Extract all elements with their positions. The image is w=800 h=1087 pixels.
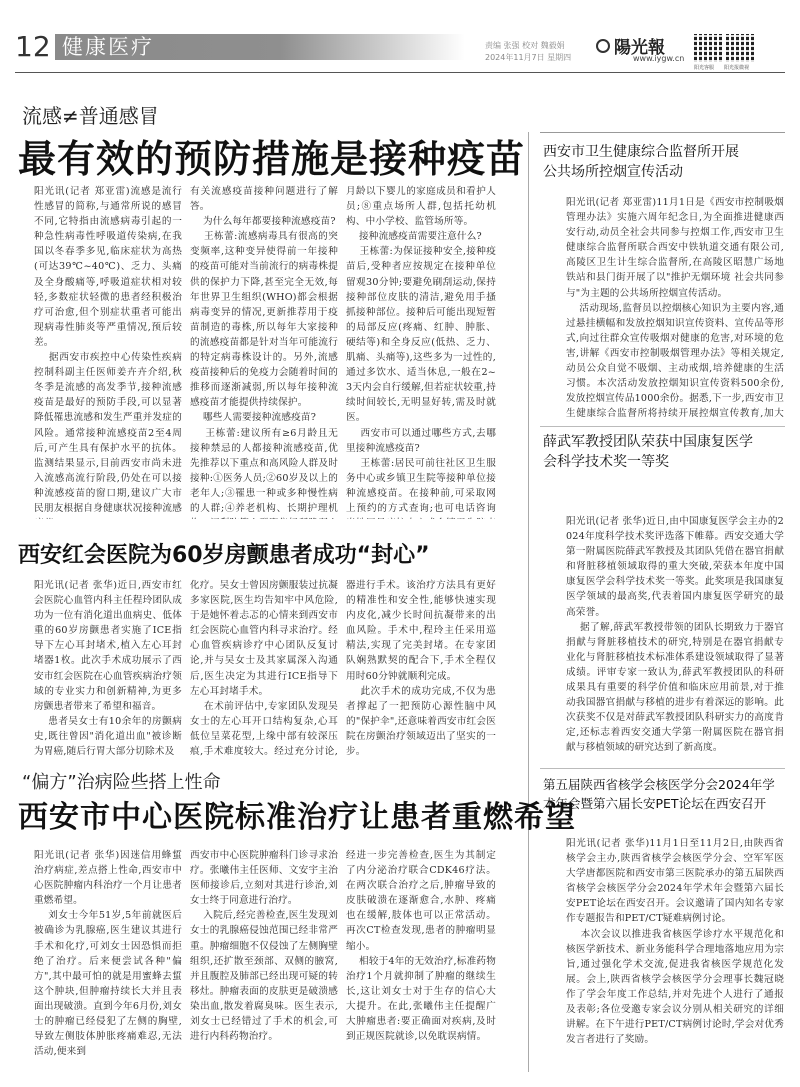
article2-col-1: 阳光讯(记者 张华)近日,西安市红会医院心血管内科主任程玲团队成功为一位有消化道出血病史、低体重的60岁房颤患者实施了ICE指导下左心耳封堵术,植入左心耳封堵器1枚。此次手术成功展示了西安市红会医院在心血管疾病治疗领域的专业实力和创新精神,为更多房颤患者带来了希望和福音。 患者吴女士有10余年的房颤病史,既往曾因"消化道出血"被诊断为胃癌,随后行胃大部分切除术及 bbox=[34, 580, 182, 756]
article3-col-2: 西安市中心医院肿瘤科门诊寻求治疗。张曦伟主任医师、文安宇主治医师接诊后,立刻对其进行诊治,刘女士终于同意进行治疗。 入院后,经完善检查,医生发现刘女士的乳腺癌侵蚀范围已经非常严重。肿瘤细胞不仅侵蚀了左侧胸壁组织,还扩散至颈部、双侧的腋窝,并且腹腔及肺部已经出现可疑的转移灶。肿瘤表面的皮肤更是破溃感染出血,散发着腐臭味。医生表示,刘女士已经错过了手术的机会,可进行内科药物治疗。 bbox=[190, 850, 338, 1043]
lead-kicker: 流感≠普通感冒 bbox=[22, 104, 159, 128]
qr-caption-2: 阳光报微视 bbox=[724, 65, 750, 71]
article3-col-1: 阳光讯(记者 张华)因迷信用蜂蜇治疗病症,差点搭上性命,西安市中心医院肿瘤内科治疗一个月让患者重燃希望。 刘女士今年51岁,5年前就医后被确诊为乳腺癌,医生建议其进行手术和化疗,可刘女士因恐惧而拒绝了治疗。后来便尝试各种"偏方",其中最可怕的就是用蜜蜂去蜇这个肿块,但肿瘤持续长大并且表面出现破溃。直到今年6月份,刘女士的肿瘤已经侵犯了左侧的胸壁,导致左侧肢体肿胀疼痛难忍,无法活动,便来到 bbox=[34, 850, 182, 1058]
article3-headline: 西安市中心医院标准治疗让患者重燃希望 bbox=[18, 800, 576, 835]
column-divider bbox=[528, 132, 529, 1072]
article2-headline: 西安红会医院为60岁房颤患者成功“封心” bbox=[18, 543, 430, 568]
qr-code-1 bbox=[694, 34, 722, 62]
sidebar1-body: 阳光讯(记者 郑亚雷)11月1日是《西安市控制吸烟管理办法》实施六周年纪念日,为全面推进健康西安行动,动员全社会共同参与控烟工作,西安市卫生健康综合监督所联合西安中铁轨道交通有限公司,高陵区卫生计生综合监督所,在高陵区昭慧广场地铁站和县门街开展了以"推护无烟环境 社会共同参与"为主题的公共场所控烟宣传活动。 活动现场,监督员以控烟核心知识为主要内容,通过悬挂横幅和发放控烟知识宣传资料、宣传品等形式,向过往群众宣传吸烟对健康的危害,对环境的危害,讲解《西安市控制吸烟管理办法》等相关规定,动员公众自觉不吸烟、主动戒烟,培养健康的生活习惯。本次活动发放控烟知识宣传资料500余份,发放控烟宣传品1000余份。据悉,下一步,西安市卫生健康综合监督所将持续开展控烟宣传教育,加大 bbox=[566, 197, 784, 418]
sidebar1-headline: 西安市卫生健康综合监督所开展公共场所控烟宣传活动 bbox=[543, 144, 739, 180]
site-url[interactable]: www.iygw.cn bbox=[633, 54, 685, 63]
sidebar3-headline: 第五届陕西省核学会核医学分会2024年学术年会暨第六届长安PET论坛在西安召开 bbox=[543, 777, 775, 811]
section-title: 健康医疗 bbox=[62, 35, 154, 59]
logo-text: 陽光報 bbox=[614, 38, 665, 58]
sidebar-rule-2 bbox=[540, 426, 785, 427]
qr-caption-1: 阳光客服 bbox=[694, 65, 715, 71]
article3-kicker: “偏方”治病险些搭上性命 bbox=[22, 772, 221, 793]
date-line: 2024年11月7日 星期四 bbox=[485, 53, 572, 62]
lead-col-2: 有关流感疫苗接种问题进行了解答。 为什么每年都要接种流感疫苗? 王栋蕾:流感病毒具有很高的突变频率,这种变异使得前一年接种的疫苗可能对当前流行的病毒株提供的保护力下降,甚至完全无效,每年世界卫生组织(WHO)都会根据病毒变异的情况,更新推荐用于疫苗制造的毒株,所以每年大家接种的流感疫苗都是针对当年可能流行的特定病毒株设计的。另外,流感疫苗接种后的免疫力会随着时间的推移而逐渐减弱,所以每年接种流感疫苗才能提供持续保护。 哪些人需要接种流感疫苗? 王栋蕾:建议所有≥6月龄且无接种禁忌的人都接种流感疫苗,优先推荐以下重点和高风险人群及时接种:①医务人员;②60岁及以上的老年人;③罹患一种或多种慢性病的人群;④养老机构、长期护理机 bbox=[190, 186, 338, 514]
sidebar3-body: 阳光讯(记者 张华)11月1日至11月2日,由陕西省核学会主办,陕西省核学会核医学分会、空军军医大学唐都医院和西安市第三医院承办的第五届陕西省核学会核医学分会2024年学术年会暨第六届长安PET论坛在西安召开。会议邀请了国内知名专家作专题报告和PET/CT疑难病例讨论。 本次会议以推进我省核医学诊疗水平规范化和核医学新技术、新业务能科学合理地落地应用为宗旨,通过强化学术交流,促进我省核医学规范化发展。会上,陕西省核学会核医学分会理事长魏冠晓作了学会年度工作总结,并对先进个人进行了通报及表彰;各位受邀专家会议分别从相关研究的详细讲解。在下午进行PET/CT病例讨论时,学会对优秀发言者进行了奖励。 bbox=[566, 838, 784, 1046]
article3-col-3: 经进一步完善检查,医生为其制定了内分泌治疗联合CDK46疗法。在两次联合治疗之后,肿瘤导致的皮肤破溃在逐渐愈合,水肿、疼痛也在缓解,肢体也可以正常活动。再次CT检查发现,患者的肿瘤明显缩小。 相较于4年的无效治疗,标准药物治疗1个月就抑制了肿瘤的继续生长,这让刘女士对于生存的信心大大提升。在此,张曦伟主任提醒广大肿瘤患者:要正确面对疾病,及时到正规医院就诊,以免耽误病情。 bbox=[346, 850, 496, 1043]
lead-col-3: 月龄以下婴儿的家庭成员和看护人员;⑧重点场所人群,包括托幼机构、中小学校、监管场所等。 接种流感疫苗需要注意什么? 王栋蕾:为保证接种安全,接种疫苗后,受种者应按规定在接种单位留观30分钟;要避免刷刮运动,保持接种部位皮肤的清洁,避免用手搔抓接种部位。接种后可能出现短暂的局部反应(疼痛、红肿、肿胀、硬结等)和全身反应(低热、乏力、肌痛、头痛等),这些多为一过性的,通过多饮水、适当休息,一般在2~3天内会自行缓解,但若症状较重,持续时间较长,无明显好转,需及时就医。 西安市可以通过哪些方式,去哪里接种流感疫苗? 王栋蕾:居民可前往社区卫生服务中心或乡镇卫生院等接种单位接种流感疫苗。在接种前,可采取网上预约的方式查询;也可电话咨询 bbox=[346, 186, 496, 514]
page-number: 12 bbox=[15, 30, 51, 63]
sidebar2-headline: 薛武军教授团队荣获中国康复医学会科学技术奖一等奖 bbox=[543, 434, 753, 470]
sidebar2-body: 阳光讯(记者 张华)近日,由中国康复医学会主办的2024年度科学技术奖评选落下帷幕。西安交通大学第一附属医院薛武军教授及其团队凭借在器官捐献和肾脏移植领域取得的重大突破,荣获本年度中国康复医学会科学技术奖一等奖。此奖项是我国康复医学领域的最高奖,代表着国内康复医学研究的最高荣誉。 据了解,薛武军教授带领的团队长期致力于器官捐献与肾脏移植技术的研究,特别是在器官捐献专业化与肾脏移植技术标准体系建设领域取得了显著成绩。评审专家一致认为,薛武军教授团队的科研成果具有重要的科学价值和临床应用前景,对于推动我国器官捐献与移植的进步有着深远的影响。此次获奖不仅是对薛武军教授团队科研实力的高度肯定,还标志着西安交通大学第一附属医院在器官捐献与移植领域的研究达到了新高度。 bbox=[566, 516, 784, 754]
article2-col-3: 器进行手术。该治疗方法具有更好的精准性和安全性,能够快速实现内皮化,减少长时间抗凝带来的出血风险。手术中,程玲主任采用巡精法,实现了完美封堵。在专家团队娴熟默契的配合下,手术全程仅用时60分钟就顺利完成。 此次手术的成功完成,不仅为患者撑起了一把预防心源性脑中风的"保护伞",还意味着西安市红会医院在房颤治疗领域迈出了坚实的一步。 bbox=[346, 580, 496, 756]
lead-col-1: 阳光讯(记者 郑亚雷)流感是流行性感冒的简称,与通常所说的感冒不同,它特指由流感病毒引起的一种急性病毒性呼吸道传染病,在我国以冬春季多见,临床症状为高热(可达39℃~40℃)、乏力、头痛及全身酸痛等,呼吸道症状相对较轻,多数症状轻微的患者经积极治疗可治愈,但个别症状重者可能出现病毒性肺炎等严重情况,预后较差。 据西安市疾控中心传染性疾病控制科副主任医师姜卉卉介绍,秋冬季是流感的高发季节,接种流感疫苗是最好的预防手段,可以显著降低罹患流感和发生严重并发症的风险。通常接种流感疫苗2至4周后,可产生具有保护水平的抗体。监测结果显示,目前西安市尚未进入流感高流行阶段,仍处在可以接种流感疫苗的窗口期,建议广大市民朋友根据自身健康状况接种流感 bbox=[34, 186, 182, 514]
logo-sun-icon bbox=[596, 39, 610, 53]
editors-line: 责编 张强 校对 魏毅娟 bbox=[485, 41, 565, 50]
qr-code-2 bbox=[726, 34, 754, 62]
sidebar-rule-top bbox=[540, 132, 785, 133]
lead-headline: 最有效的预防措施是接种疫苗 bbox=[18, 137, 526, 181]
header-rule bbox=[15, 72, 785, 73]
sidebar-rule-3 bbox=[540, 768, 785, 769]
article2-col-2: 化疗。吴女士曾因房颤服装过抗凝多家医院,医生均告知牢中风危险,于是她怀着忐忑的心情来到西安市红会医院心血管内科寻求治疗。经心血管疾病诊疗中心团队反复讨论,并与吴女士及其家属深入沟通后,医生决定为其进行ICE指导下左心耳封堵手术。 在术前评估中,专家团队发现吴女士的左心耳开口结构复杂,心耳低位呈菜花型,上缘中部有较深压痕,手术难度较大。经过充分讨论, bbox=[190, 580, 338, 756]
